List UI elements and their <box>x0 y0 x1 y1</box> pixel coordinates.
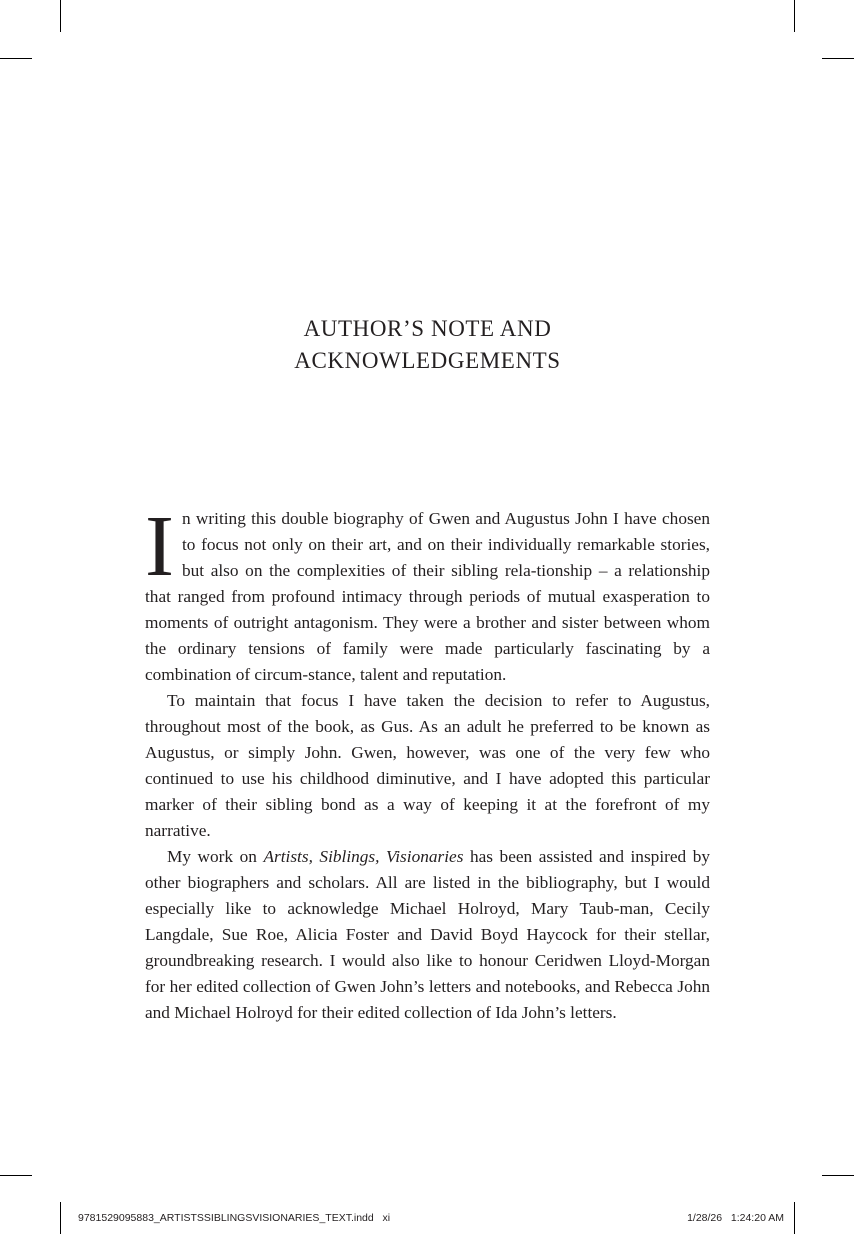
slug-filename: 9781529095883_ARTISTSSIBLINGSVISIONARIES_TEXT.indd xi <box>78 1212 391 1224</box>
paragraph-3-lead: My work on <box>167 847 264 866</box>
crop-mark-bottom-left-h <box>0 1175 32 1176</box>
crop-mark-top-left-h <box>0 58 32 59</box>
crop-mark-top-left <box>60 0 61 32</box>
slug-timestamp <box>687 1212 784 1224</box>
crop-mark-top-right <box>794 0 795 32</box>
book-title-italic: Artists, Siblings, Visionaries <box>263 847 464 866</box>
paragraph-3 <box>145 844 710 1026</box>
body-text <box>145 497 711 1026</box>
chapter-title <box>145 313 710 377</box>
paragraph-1 <box>145 497 710 688</box>
paragraph-1-text: n writing this double biography of Gwen and Augustus John I have chosen to focus not only on their art, and on their individually remarkable stories, but also on the complexities of their sibling rela-tionship – a relationship that ranged from profound intimacy through periods of mutual exasperation to moments of outright antagonism. They were a brother and sister between whom the ordinary tensions of family were made particularly fascinating by a combination of circum-stance, talent and reputation. <box>145 509 710 684</box>
crop-mark-bottom-right <box>794 1202 795 1234</box>
slug-time: 1:24:20 AM <box>730 1212 784 1224</box>
crop-mark-top-right-h <box>822 58 854 59</box>
chapter-title-line-1: AUTHOR’S NOTE AND <box>303 316 552 341</box>
crop-mark-bottom-right-h <box>822 1175 854 1176</box>
chapter-title-line-2: ACKNOWLEDGEMENTS <box>294 348 561 373</box>
drop-cap: I <box>145 497 174 594</box>
paragraph-3-text: has been assisted and inspired by other biographers and scholars. All are listed in the bibliography, but I would especially like to acknowledge Michael Holroyd, Mary Taub-man, Cecily Langdale, Sue Roe, Alicia Foster and David Boyd Haycock for their stellar, groundbreaking research. I would also like to honour Ceridwen Lloyd-Morgan for her edited collection of Gwen John’s letters and notebooks, and Rebecca John and Michael Holroyd for their edited collection of Ida John’s letters. <box>145 847 711 1022</box>
paragraph-2: To maintain that focus I have taken the decision to refer to Augustus, throughout most of the book, as Gus. As an adult he preferred to be known as Augustus, or simply John. Gwen, however, was one of the very few who continued to use his childhood diminutive, and I have adopted this particular marker of their sibling bond as a way of keeping it at the forefront of my narrative. <box>145 691 710 840</box>
slug-date: 1/28/26 <box>687 1212 723 1224</box>
crop-mark-bottom-left <box>60 1202 61 1234</box>
